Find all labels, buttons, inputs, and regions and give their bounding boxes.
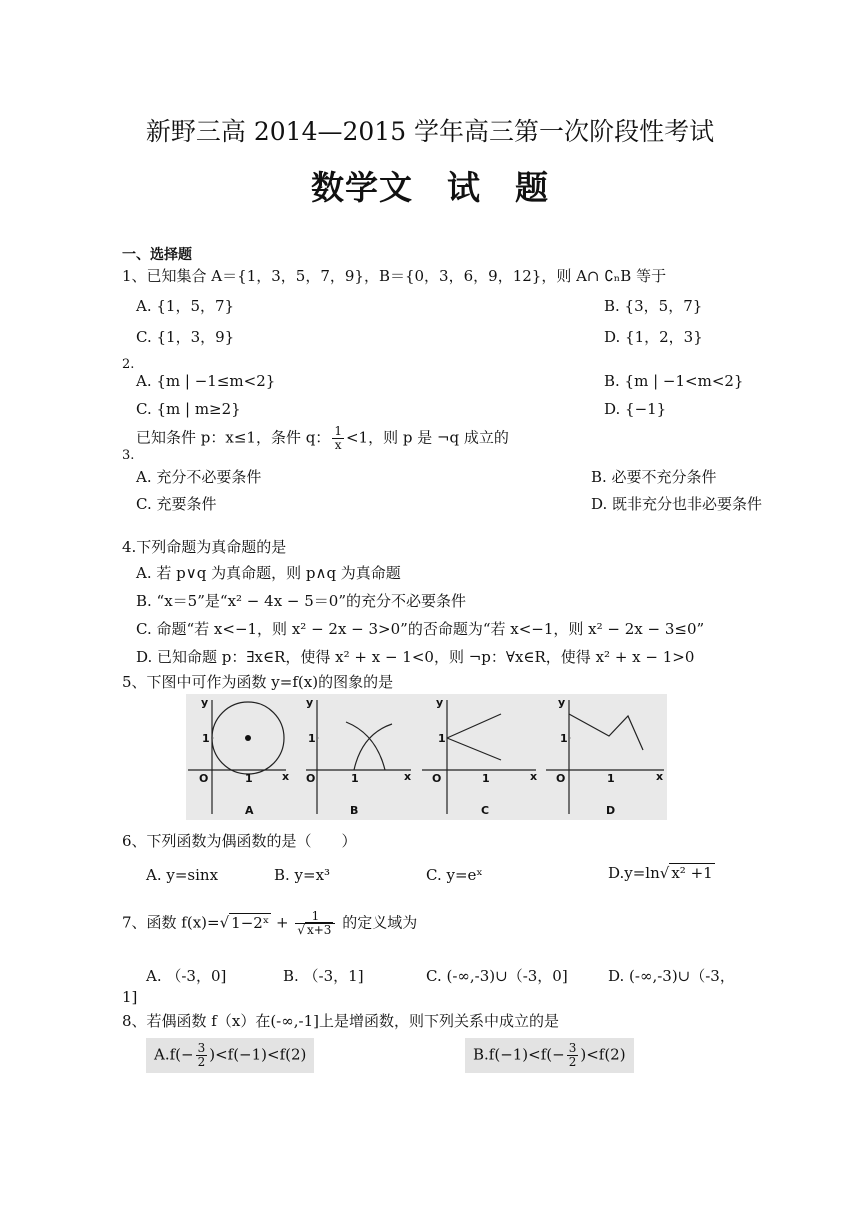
question-6-option-a: A. y=sinx xyxy=(146,866,219,884)
panel-c-tick-y: 1 xyxy=(438,732,446,745)
question-6-option-b: B. y=x³ xyxy=(274,866,331,884)
option-a-suffix: )<f(−1)<f(2) xyxy=(209,1045,307,1064)
question-4-text: 4.下列命题为真命题的是 xyxy=(122,538,287,556)
question-4-option-d: D. 已知命题 p：∃x∈R，使得 x² + x − 1<0，则 ¬p：∀x∈R，使得 x² + x − 1>0 xyxy=(136,648,695,666)
question-7-plus: + xyxy=(275,913,289,932)
school-title: 新野三高 2014—2015 学年高三第一次阶段性考试 xyxy=(145,117,715,146)
question-4-option-a: A. 若 p∨q 为真命题，则 p∧q 为真命题 xyxy=(136,564,401,582)
panel-d-polyline xyxy=(569,714,643,750)
panel-c-ray-down xyxy=(447,738,501,760)
panel-a-label: A xyxy=(245,804,254,817)
question-8-option-b: B.f(−1)<f(− $\frac{3}{2}$ )<f(2) xyxy=(465,1038,634,1073)
option-d-radicand: x² +1 xyxy=(671,864,713,882)
question-2-option-a: A. {m | −1≤m<2} xyxy=(136,372,276,390)
panel-d-x-label: x xyxy=(656,770,664,783)
question-7-option-a: A. （-3，0] xyxy=(146,967,227,985)
panel-a-tick-x: 1 xyxy=(245,772,253,785)
fraction-numerator: 1 xyxy=(295,910,335,924)
question-2-number: 2. xyxy=(122,357,135,372)
question-2-option-c: C. {m | m≥2} xyxy=(136,400,241,418)
question-3-suffix: <1，则 p 是 ¬q 成立的 xyxy=(345,428,509,447)
panel-a-center-point xyxy=(245,735,251,741)
panel-b-curve-1 xyxy=(354,724,392,770)
question-1-text: 1、已知集合 A＝{1，3，5，7，9}，B＝{0，3，6，9，12}，则 A∩ ∁ₙB 等于 xyxy=(122,267,667,285)
panel-b-y-label: y xyxy=(306,696,314,709)
question-2-option-d: D. {−1} xyxy=(604,400,667,418)
question-6-text: 6、下列函数为偶函数的是（ ） xyxy=(122,832,357,850)
panel-d-label: D xyxy=(606,804,616,817)
panel-a-tick-y: 1 xyxy=(202,732,210,745)
section-label: 一、选择题 xyxy=(122,247,192,263)
question-1-option-c: C. {1，3，9} xyxy=(136,328,235,346)
question-7-prefix: 7、函数 f(x)= xyxy=(122,913,220,932)
question-3-prefix: 已知条件 p：x≤1，条件 q： xyxy=(136,428,331,447)
function-graphs xyxy=(186,694,667,820)
panel-d-tick-x: 1 xyxy=(607,772,615,785)
question-7-suffix: 的定义域为 xyxy=(342,913,418,932)
panel-a-y-label: y xyxy=(201,696,209,709)
panel-c-x-label: x xyxy=(530,770,538,783)
fraction-denominator: √ x+3 xyxy=(297,923,332,937)
panel-a-origin: O xyxy=(199,772,209,785)
question-3-text xyxy=(136,425,509,452)
question-7-option-d: D. (-∞,-3)∪（-3， xyxy=(608,967,735,985)
question-7-option-b: B. （-3，1] xyxy=(283,967,364,985)
question-7-text: 7、函数 f(x)=√ 1−2ˣ + $\frac{1}{√ x+3}$ 的定义域为 xyxy=(122,909,418,937)
panel-c-ray-up xyxy=(447,714,501,738)
panel-d-tick-y: 1 xyxy=(560,732,568,745)
panel-c-label: C xyxy=(481,804,490,817)
question-4-option-c: C. 命题“若 x<−1，则 x² − 2x − 3>0”的否命题为“若 x<−1，则 x² − 2x − 3≤0” xyxy=(136,620,705,638)
fraction-denominator: x xyxy=(334,438,342,452)
panel-d-origin: O xyxy=(556,772,566,785)
option-b-fraction xyxy=(567,1042,579,1069)
panel-b-tick-x: 1 xyxy=(351,772,359,785)
panel-c-tick-x: 1 xyxy=(482,772,490,785)
question-8-text: 8、若偶函数 f（x）在(-∞,-1]上是增函数，则下列关系中成立的是 xyxy=(122,1012,559,1030)
question-7-fraction xyxy=(295,910,335,937)
fraction-numerator: 3 xyxy=(197,1041,206,1055)
question-7-option-c: C. (-∞,-3)∪（-3，0] xyxy=(426,967,568,985)
panel-d-y-label: y xyxy=(558,696,566,709)
panel-b-curve-2 xyxy=(346,722,385,770)
panel-c-origin: O xyxy=(432,772,442,785)
question-7-radical-1: 1−2ˣ xyxy=(231,913,270,932)
paper-title: 数学文 试 题 xyxy=(311,168,549,207)
option-a-fraction xyxy=(196,1042,208,1069)
option-b-prefix: B.f(−1)<f( xyxy=(473,1045,553,1064)
question-1-option-d: D. {1，2，3} xyxy=(604,328,703,346)
fraction-numerator: 3 xyxy=(568,1041,577,1055)
question-6-option-c: C. y=eˣ xyxy=(426,866,483,884)
question-3-fraction xyxy=(332,425,344,452)
question-2-option-b: B. {m | −1<m<2} xyxy=(604,372,744,390)
panel-a-x-label: x xyxy=(282,770,290,783)
panel-b-x-label: x xyxy=(404,770,412,783)
option-b-suffix: )<f(2) xyxy=(580,1045,626,1064)
panel-b-origin: O xyxy=(306,772,316,785)
panel-c-y-label: y xyxy=(436,696,444,709)
denominator-radicand: x+3 xyxy=(306,923,332,937)
question-6-option-d: D.y=ln√ x² +1 xyxy=(608,864,713,882)
question-1-option-b: B. {3，5，7} xyxy=(604,297,703,315)
panel-b-label: B xyxy=(350,804,359,817)
question-5-figure xyxy=(186,694,667,820)
fraction-denominator: 2 xyxy=(568,1055,577,1069)
question-3-option-b: B. 必要不充分条件 xyxy=(591,468,717,486)
fraction-numerator: 1 xyxy=(334,424,342,438)
question-1-option-a: A. {1，5，7} xyxy=(136,297,235,315)
question-7-option-d-continued: 1] xyxy=(122,988,138,1006)
fraction-denominator: 2 xyxy=(197,1055,206,1069)
question-8-option-a: A.f(− $\frac{3}{2}$ )<f(−1)<f(2) xyxy=(146,1038,314,1073)
question-3-number: 3. xyxy=(122,448,135,463)
question-3-option-d: D. 既非充分也非必要条件 xyxy=(591,495,763,513)
question-4-option-b: B. “x＝5”是“x² − 4x − 5＝0”的充分不必要条件 xyxy=(136,592,467,610)
option-a-prefix: A.f( xyxy=(154,1045,182,1064)
option-d-prefix: D.y=ln xyxy=(608,864,660,882)
question-3-option-c: C. 充要条件 xyxy=(136,495,217,513)
question-3-option-a: A. 充分不必要条件 xyxy=(136,468,262,486)
question-5-text: 5、下图中可作为函数 y=f(x)的图象的是 xyxy=(122,673,394,691)
panel-b-tick-y: 1 xyxy=(308,732,316,745)
